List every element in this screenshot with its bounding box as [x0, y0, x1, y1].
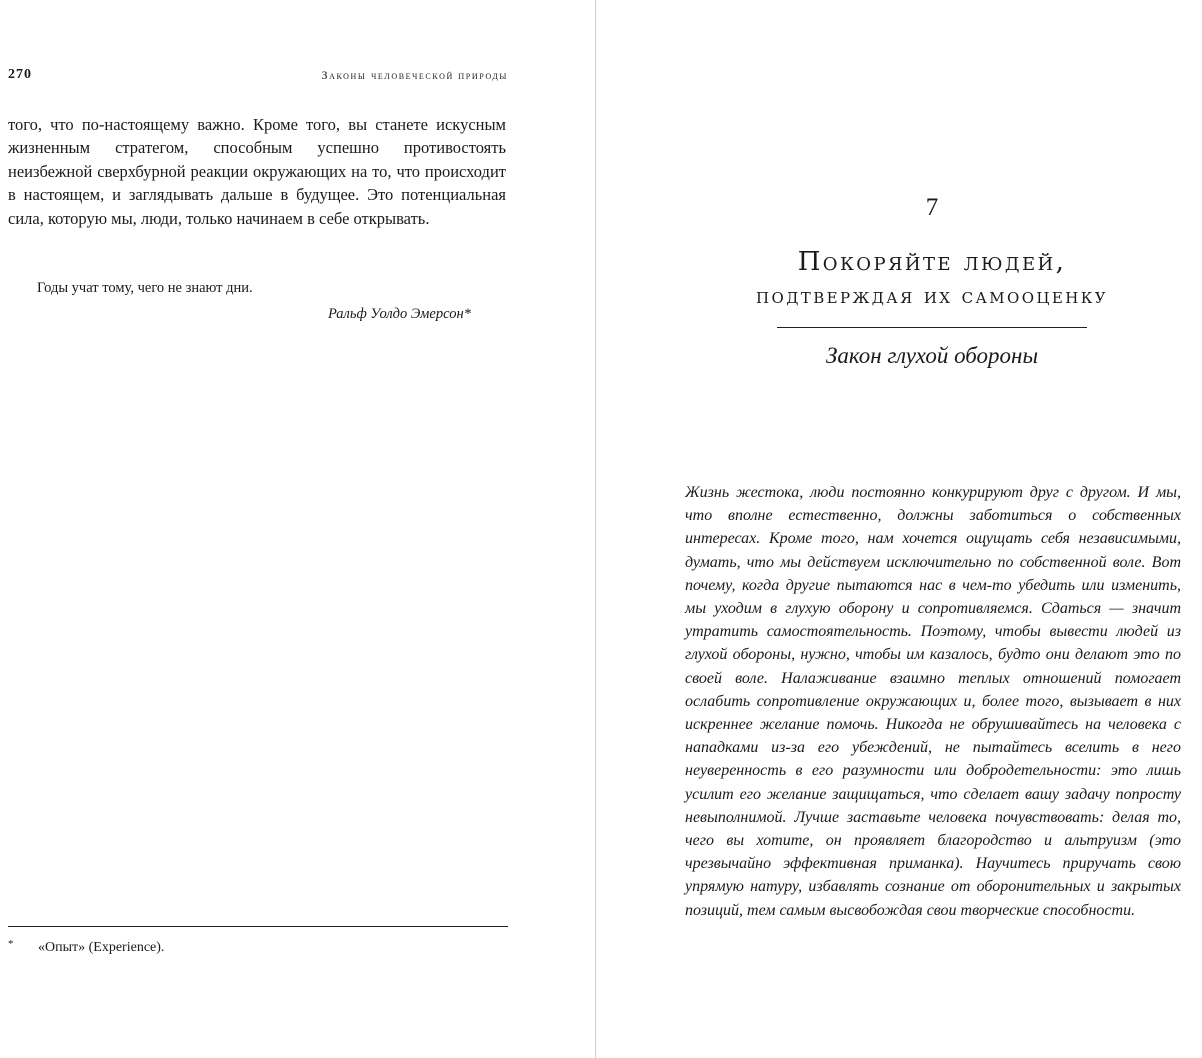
- epigraph-author: Ральф Уолдо Эмерсон*: [328, 306, 471, 322]
- body-paragraph: того, что по-настоящему важно. Кроме того, вы станете искусным жизненным стратегом, способным успешно противостоять неизбежной сверхбурной реакции окружающих на то, что происходит в настоящем, и заглядывать дальше в будущее. Это потенциальная сила, которую мы, люди, только начинаем в себе открывать.: [8, 115, 506, 228]
- page-number: 270: [8, 67, 32, 82]
- title-divider: [777, 327, 1087, 328]
- epigraph-quote: Годы учат тому, чего не знают дни.: [37, 280, 253, 296]
- right-page: [596, 0, 1202, 1058]
- chapter-number: 7: [925, 194, 939, 221]
- chapter-title-line-2: подтверждая их самооценку: [756, 284, 1108, 309]
- chapter-intro-paragraph: Жизнь жестока, люди постоянно конкурируют друг с другом. И мы, что вполне естественно, должны заботиться о собственных интересах. Кроме того, нам хочется ощущать себя независимыми, думать, что мы действуем исключительно по собственной воле. Вот почему, когда другие пытаются нас в чем-то убедить или изменить, мы уходим в глухую оборону и сопротивляемся. Сдаться — значит утратить самостоятельность. Поэтому, чтобы вывести людей из глухой обороны, нужно, чтобы им казалось, будто они делают это по своей воле. Налаживание взаимно теплых отношений помогает ослабить сопротивление окружающих и, более того, вызывает в них искреннее желание помочь. Никогда не обрушивайтесь на человека с нападками из-за его убеждений, не пытайтесь вселить в него неуверенность в его разумности или добродетельности: это лишь усилит его желание защищаться, что сделает вашу задачу попросту невыполнимой. Лучше заставьте человека почувствовать: делая то, чего вы хотите, он проявляет благородство и альтруизм (это чрезвычайно эффективная приманка). Научитесь приручать свою упрямую натуру, избавлять сознание от оборонительных и закрытых позиций, тем самым высвобождая свои творческие способности.: [685, 484, 1181, 919]
- footnote-marker: *: [8, 938, 14, 950]
- law-title: Закон глухой обороны: [825, 343, 1039, 368]
- chapter-title: [692, 241, 1172, 311]
- running-head: [8, 67, 508, 85]
- footnote: [8, 938, 164, 956]
- footnote-text: «Опыт» (Experience).: [38, 940, 165, 955]
- running-title: Законы человеческой природы: [321, 68, 508, 82]
- chapter-title-line-1: Покоряйте людей,: [797, 247, 1067, 277]
- footnote-divider: [8, 926, 508, 927]
- left-page: [0, 0, 595, 1058]
